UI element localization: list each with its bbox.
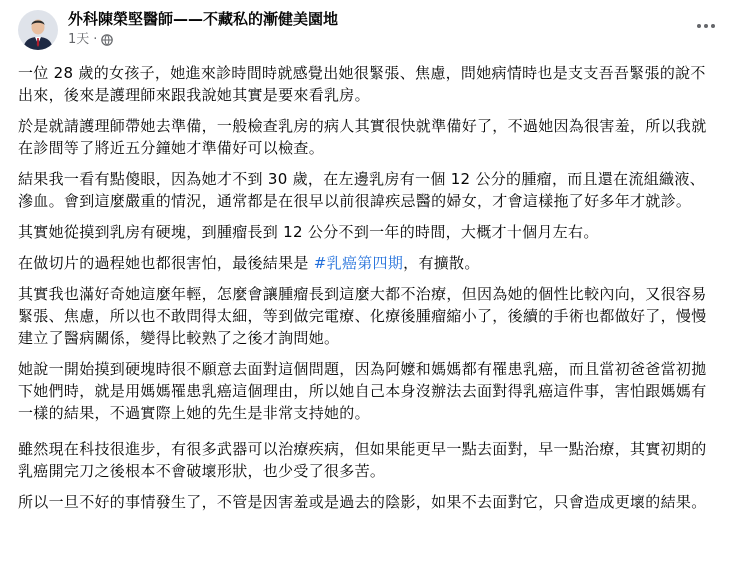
- post-paragraph: 其實我也滿好奇她這麼年輕，怎麼會讓腫瘤長到這麼大都不治療，但因為她的個性比較內向，又很容易緊張、焦慮，所以也不敢問得太細，等到做完電療、化療後腫瘤縮小了，後續的手術也都做好了，慢慢建立了醫病關係，變得比較熟了之後才詢問她。: [18, 285, 707, 347]
- post-paragraph: 一位 28 歲的女孩子，她進來診時間時就感覺出她很緊張、焦慮，問她病情時也是支支吾吾緊張的說不出來，後來是護理師來跟我說她其實是要來看乳房。: [18, 64, 706, 104]
- post-timestamp[interactable]: 1天: [68, 32, 90, 47]
- hashtag-link[interactable]: #乳癌第四期: [313, 254, 404, 272]
- post-paragraph: 於是就請護理師帶她去準備，一般檢查乳房的病人其實很快就準備好了，不過她因為很害羞，所以我就在診間等了將近五分鐘她才準備好可以檢查。: [18, 117, 707, 157]
- post-body: [18, 62, 718, 513]
- post-header: [18, 0, 718, 62]
- post-paragraph: [18, 252, 718, 274]
- more-options-button[interactable]: [690, 14, 722, 38]
- post-paragraph: 雖然現在科技很進步，有很多武器可以治療疾病，但如果能更早一點去面對，早一點治療，其實初期的乳癌開完刀之後根本不會破壞形狀，也少受了很多苦。: [18, 440, 707, 480]
- avatar-image: [18, 10, 58, 50]
- post-paragraph: 她說一開始摸到硬塊時很不願意去面對這個問題，因為阿嬤和媽媽都有罹患乳癌，而且當初爸爸當初拋下她們時，就是用媽媽罹患乳癌這個理由，所以她自己本身沒辦法去面對得乳癌這件事，害怕跟媽媽有一樣的結果，不過實際上她的先生是非常支持她的。: [18, 360, 707, 422]
- globe-icon[interactable]: [101, 34, 113, 46]
- post-meta: [68, 31, 338, 49]
- post-paragraph: 其實她從摸到乳房有硬塊，到腫瘤長到 12 公分不到一年的時間，大概才十個月左右。: [18, 223, 599, 241]
- post-paragraph: 結果我一看有點傻眼，因為她才不到 30 歲，在左邊乳房有一個 12 公分的腫瘤，而且還在流組織液、滲血。會到這麼嚴重的情況，通常都是在很早以前很諱疾忌醫的婦女，才會這樣拖了好多年才就診。: [18, 170, 705, 210]
- post-paragraph: 所以一旦不好的事情發生了，不管是因害羞或是過去的陰影，如果不去面對它，只會造成更壞的結果。: [18, 493, 707, 511]
- more-dots-icon: [696, 23, 716, 29]
- author-name[interactable]: 外科陳榮堅醫師——不藏私的漸健美園地: [68, 10, 339, 28]
- paragraph-text: ，有擴散。: [403, 254, 480, 272]
- avatar[interactable]: [18, 10, 58, 50]
- post-header-text: [68, 8, 338, 49]
- paragraph-text: 在做切片的過程她也都很害怕，最後結果是: [18, 254, 314, 272]
- meta-separator: ·: [93, 32, 98, 47]
